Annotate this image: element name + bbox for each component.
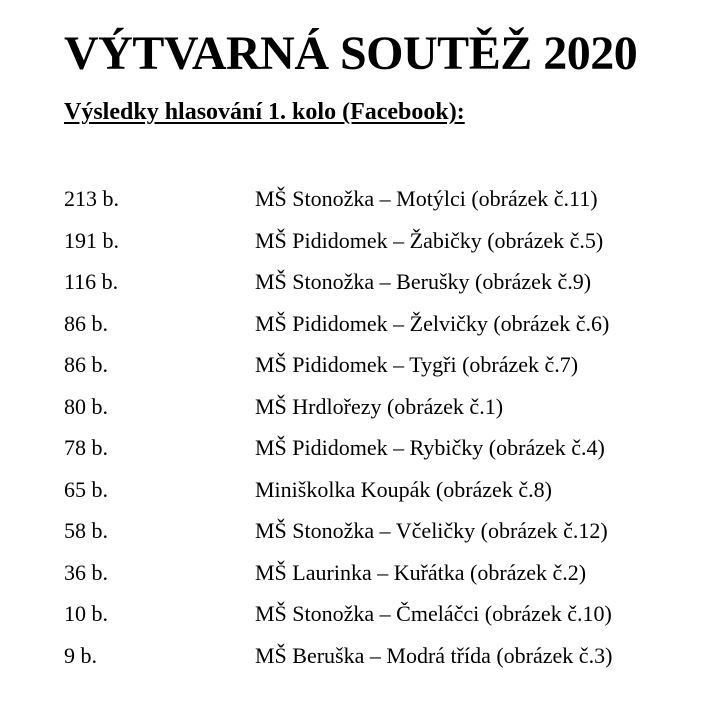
result-row <box>64 598 704 640</box>
result-row <box>64 266 704 308</box>
result-entry: MŠ Pididomek – Želvičky (obrázek č.6) <box>255 310 610 336</box>
result-row <box>64 183 704 225</box>
result-row <box>64 308 704 350</box>
result-entry: Miniškolka Koupák (obrázek č.8) <box>255 476 552 502</box>
result-points: 116 b. <box>64 269 119 294</box>
result-row <box>64 225 704 267</box>
result-points: 9 b. <box>64 642 97 668</box>
result-points: 191 b. <box>64 227 119 253</box>
result-points: 65 b. <box>64 476 108 502</box>
result-points: 213 b. <box>64 186 119 211</box>
result-row <box>64 391 704 433</box>
result-points: 36 b. <box>64 559 108 585</box>
result-row <box>64 474 704 516</box>
result-row <box>64 515 704 557</box>
result-row <box>64 432 704 474</box>
result-entry: MŠ Stonožka – Včeličky (obrázek č.12) <box>255 518 608 543</box>
result-points: 86 b. <box>64 310 108 336</box>
result-points: 78 b. <box>64 435 108 460</box>
result-points: 86 b. <box>64 352 108 377</box>
result-entry: MŠ Pididomek – Žabičky (obrázek č.5) <box>255 227 604 253</box>
result-row <box>64 640 704 682</box>
result-points: 58 b. <box>64 518 108 543</box>
results-list <box>64 183 704 681</box>
page-title: VÝTVARNÁ SOUTĚŽ 2020 <box>64 27 638 80</box>
result-entry: MŠ Hrdlořezy (obrázek č.1) <box>255 393 504 419</box>
result-entry: MŠ Stonožka – Motýlci (obrázek č.11) <box>255 186 598 211</box>
result-row <box>64 349 704 391</box>
results-subtitle: Výsledky hlasování 1. kolo (Facebook): <box>64 99 465 125</box>
result-entry: MŠ Stonožka – Čmeláčci (obrázek č.10) <box>255 601 612 626</box>
result-entry: MŠ Stonožka – Berušky (obrázek č.9) <box>255 269 592 294</box>
result-points: 80 b. <box>64 393 108 419</box>
result-entry: MŠ Laurinka – Kuřátka (obrázek č.2) <box>255 559 587 585</box>
result-points: 10 b. <box>64 601 108 626</box>
result-entry: MŠ Pididomek – Tygři (obrázek č.7) <box>255 352 579 377</box>
result-entry: MŠ Pididomek – Rybičky (obrázek č.4) <box>255 435 605 460</box>
result-row <box>64 557 704 599</box>
result-entry: MŠ Beruška – Modrá třída (obrázek č.3) <box>255 642 613 668</box>
